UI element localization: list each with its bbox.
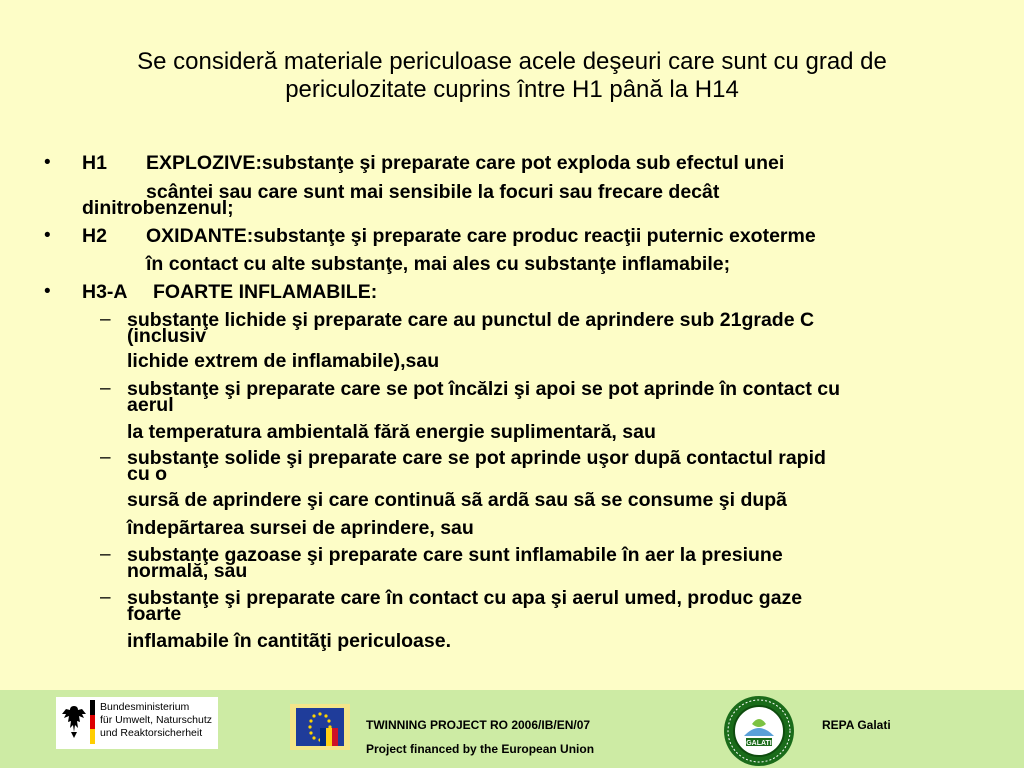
seal-text: GALATI (746, 740, 772, 747)
ministry-line-1: Bundesministerium (100, 701, 190, 713)
bullet-h1: • (44, 152, 51, 173)
sub-b-line-3: la temperatura ambientală fără energie suplimentară, sau (127, 421, 656, 443)
ministry-text (100, 701, 212, 740)
sub-c-line-3: sursã de aprindere şi care continuã sã ardã sau sã se consume şi dupã (127, 489, 788, 511)
sub-e-line-3: inflamabile în cantitãţi periculoase. (127, 630, 452, 652)
title-line-2: periculozitate cuprins între H1 până la H14 (285, 76, 739, 103)
ministry-line-3: und Reaktorsicherheit (100, 727, 203, 739)
financed-label: Project financed by the European Union (366, 742, 595, 756)
sub-a-line-3: lichide extrem de inflamabile),sau (127, 350, 440, 372)
galati-agency-seal-icon (722, 694, 796, 768)
dash-d: – (100, 544, 111, 565)
sub-e-line-2: foarte (127, 603, 182, 625)
h1-line-3: dinitrobenzenul; (82, 197, 234, 219)
code-h3a: H3-A (82, 281, 128, 303)
h2-line-1: OXIDANTE:substanţe şi preparate care produc reacţii puternic exoterme (146, 225, 816, 247)
dash-a: – (100, 309, 111, 330)
sub-c-line-2: cu o (127, 463, 168, 485)
code-h1: H1 (82, 152, 107, 174)
sub-d-line-1: substanţe gazoase şi preparate care sunt inflamabile în aer la presiune (127, 544, 783, 566)
sub-b-line-1: substanţe şi preparate care se pot încălzi şi apoi se pot aprinde în contact cu (127, 378, 841, 400)
sub-c-line-4: îndepãrtarea sursei de aprindere, sau (127, 517, 474, 539)
sub-b-line-2: aerul (127, 394, 174, 416)
h1-line-2: scântei sau care sunt mai sensibile la focuri sau frecare decât (146, 181, 720, 203)
eu-romania-flag-icon (290, 704, 350, 750)
dash-b: – (100, 378, 111, 399)
sub-c-line-1: substanţe solide şi preparate care se pot aprinde uşor dupã contactul rapid (127, 447, 826, 469)
twinning-project-label: TWINNING PROJECT RO 2006/IB/EN/07 (366, 718, 591, 732)
dash-c: – (100, 447, 111, 468)
sub-a-line-2: (inclusiv (127, 325, 207, 347)
ministry-line-2: für Umwelt, Naturschutz (100, 714, 213, 726)
title-line-1: Se consideră materiale periculoase acele deşeuri care sunt cu grad de (137, 48, 887, 75)
sub-e-line-1: substanţe şi preparate care în contact cu apa şi aerul umed, produc gaze (127, 587, 803, 609)
sub-d-line-2: normală, sau (127, 560, 248, 582)
sub-a-line-1: substanţe lichide şi preparate care au punctul de aprindere sub 21grade C (127, 309, 815, 331)
federal-eagle-icon (60, 700, 88, 744)
code-h2: H2 (82, 225, 107, 247)
bullet-h3a: • (44, 281, 51, 302)
h2-line-2: în contact cu alte substanţe, mai ales cu substanţe inflamabile; (146, 253, 731, 275)
repa-label: REPA Galati (822, 718, 891, 732)
dash-e: – (100, 587, 111, 608)
h3a-heading: FOARTE INFLAMABILE: (153, 281, 378, 303)
bullet-h2: • (44, 225, 51, 246)
german-flag-stripe (90, 700, 95, 744)
h1-line-1: EXPLOZIVE:substanţe şi preparate care pot exploda sub efectul unei (146, 152, 785, 174)
